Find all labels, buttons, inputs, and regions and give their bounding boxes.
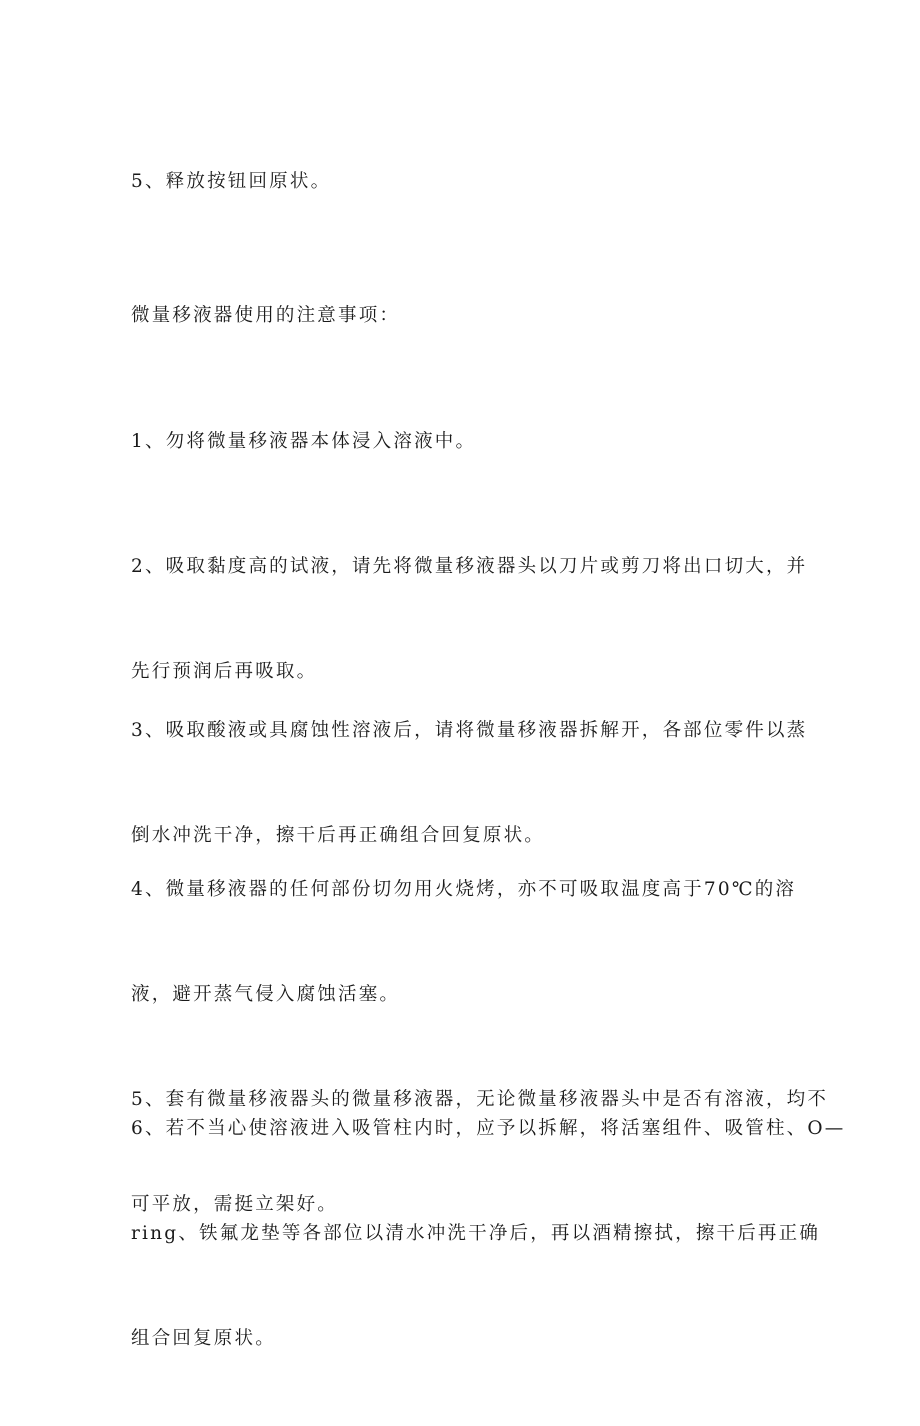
paragraph-line: 组合回复原状。 <box>131 1328 276 1349</box>
paragraph-line: 5、套有微量移液器头的微量移液器，无论微量移液器头中是否有溶液，均不 <box>131 1089 829 1110</box>
paragraph-line: 3、吸取酸液或具腐蚀性溶液后，请将微量移液器拆解开，各部位零件以蒸 <box>131 720 808 741</box>
paragraph-line: ring、铁氟龙垫等各部位以清水冲洗干净后，再以酒精擦拭，擦干后再正确 <box>131 1223 821 1244</box>
paragraph-line: 6、若不当心使溶液进入吸管柱内时，应予以拆解，将活塞组件、吸管柱、O— <box>131 1118 846 1139</box>
paragraph-line: 1、勿将微量移液器本体浸入溶液中。 <box>131 431 477 452</box>
paragraph-item-6 <box>131 1041 846 1426</box>
paragraph-line: 倒水冲洗干净，擦干后再正确组合回复原状。 <box>131 825 546 846</box>
paragraph-line: 液，避开蒸气侵入腐蚀活塞。 <box>131 984 401 1005</box>
paragraph-line: 4、微量移液器的任何部份切勿用火烧烤，亦不可吸取温度高于70℃的溶 <box>131 879 797 900</box>
paragraph-line: 5、释放按钮回原状。 <box>131 171 332 192</box>
paragraph-line: 先行预润后再吸取。 <box>131 661 318 682</box>
paragraph-line: 2、吸取黏度高的试液，请先将微量移液器头以刀片或剪刀将出口切大，并 <box>131 556 808 577</box>
paragraph-line: 可平放，需挺立架好。 <box>131 1194 339 1215</box>
paragraph-line: 微量移液器使用的注意事项： <box>131 305 401 326</box>
